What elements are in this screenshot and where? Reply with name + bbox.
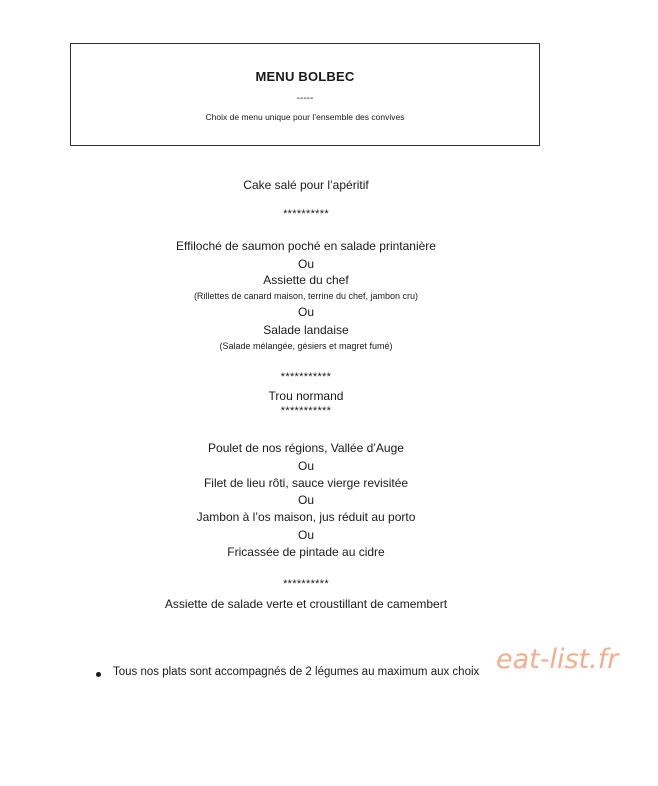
- trou-normand: Trou normand: [268, 389, 344, 403]
- starter-landaise-salad: Salade landaise: [263, 323, 349, 337]
- section-separator: **********: [283, 208, 329, 220]
- starter-salmon: Effiloché de saumon poché en salade printanière: [176, 239, 436, 253]
- menu-subtitle: Choix de menu unique pour l’ensemble des convives: [205, 112, 405, 122]
- vegetables-note: Tous nos plats sont accompagnés de 2 légumes au maximum aux choix: [113, 666, 480, 678]
- or-label: Ou: [297, 257, 314, 271]
- or-label: Ou: [297, 305, 314, 319]
- bullet-icon: [96, 672, 101, 677]
- or-label: Ou: [297, 459, 314, 473]
- menu-header-box: [70, 43, 540, 146]
- title-separator: -----: [296, 93, 314, 104]
- section-separator: ***********: [280, 405, 332, 417]
- section-separator: ***********: [280, 371, 332, 383]
- or-label: Ou: [297, 493, 314, 507]
- main-guinea-fowl: Fricassée de pintade au cidre: [227, 545, 385, 559]
- menu-title: MENU BOLBEC: [255, 69, 355, 84]
- aperitif-line: Cake salé pour l’apéritif: [243, 178, 369, 192]
- starter-chef-plate: Assiette du chef: [263, 273, 349, 287]
- cheese-course: Assiette de salade verte et croustillant de camembert: [164, 597, 448, 611]
- or-label: Ou: [297, 528, 314, 542]
- main-ham: Jambon à l’os maison, jus réduit au porto: [196, 510, 416, 524]
- watermark-logo: eat-list.fr: [496, 644, 619, 675]
- main-pollock: Filet de lieu rôti, sauce vierge revisitée: [203, 476, 409, 490]
- starter-landaise-detail: (Salade mélangée, gésiers et magret fumé): [219, 341, 393, 351]
- starter-chef-plate-detail: (Rillettes de canard maison, terrine du chef, jambon cru): [193, 291, 419, 301]
- section-separator: **********: [283, 578, 329, 590]
- main-chicken: Poulet de nos régions, Vallée d’Auge: [208, 441, 404, 455]
